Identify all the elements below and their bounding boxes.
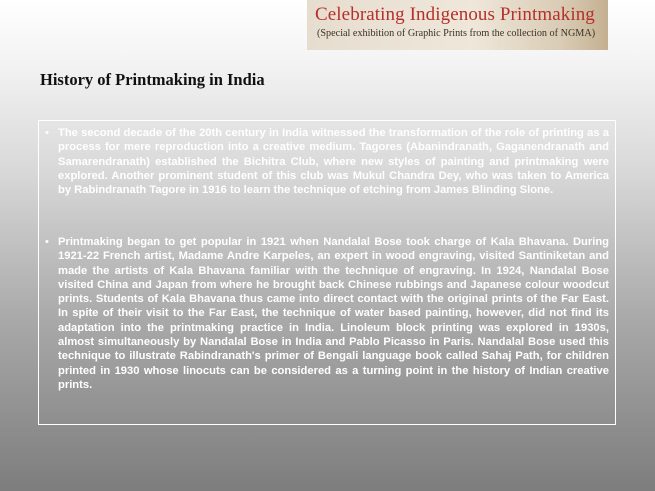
paragraph-2-text: Printmaking began to get popular in 1921 when Nandalal Bose took charge of Kala Bhavana. During 1921-22 French artist, Madame Andre Karpeles, an expert in wood engraving, visited Santiniketan and made the artists of Kala Bhavana familiar with the technique of engraving. In 1924, Nandalal Bose visited China and Japan from where he brought back Chinese rubbings and Japanese colour woodcut prints. Students of Kala Bhavana thus came into direct contact with the original prints of the Far East. In spite of their visit to the Far East, the technique of water based painting, however, did not find its adaptation into the printmaking practice in India. Linoleum block printing was explored in 1930s, almost simultaneously by Nandalal Bose in India and Pablo Picasso in Paris. Nandalal Bose used this technique to illustrate Rabindranath's primer of Bengali language book called Sahaj Path, for children printed in 1930 whose linocuts can be considered as a turning point in the history of Indian creative prints. xyxy=(58,236,609,391)
content-box xyxy=(38,120,616,425)
exhibition-banner xyxy=(307,0,608,50)
banner-subtitle: (Special exhibition of Graphic Prints from the collection of NGMA) xyxy=(317,28,596,39)
bullet-icon: • xyxy=(45,127,49,139)
bullet-icon: • xyxy=(45,236,49,248)
paragraph-1-text: The second decade of the 20th century in India witnessed the transformation of the role of printing as a process for mere reproduction into a creative medium. Tagores (Abanindranath, Gaganendranath and Samarendranath) established the Bichitra Club, where new styles of painting and printmaking were explored. Another prominent student of this club was Mukul Chandra Dey, who was taken to America by Rabindranath Tagore in 1916 to learn the technique of etching from James Blinding Slone. xyxy=(58,127,609,197)
paragraph-2 xyxy=(44,235,609,392)
banner-title: Celebrating Indigenous Printmaking xyxy=(315,4,595,25)
slide-heading: History of Printmaking in India xyxy=(40,70,265,89)
paragraph-1 xyxy=(44,126,609,197)
